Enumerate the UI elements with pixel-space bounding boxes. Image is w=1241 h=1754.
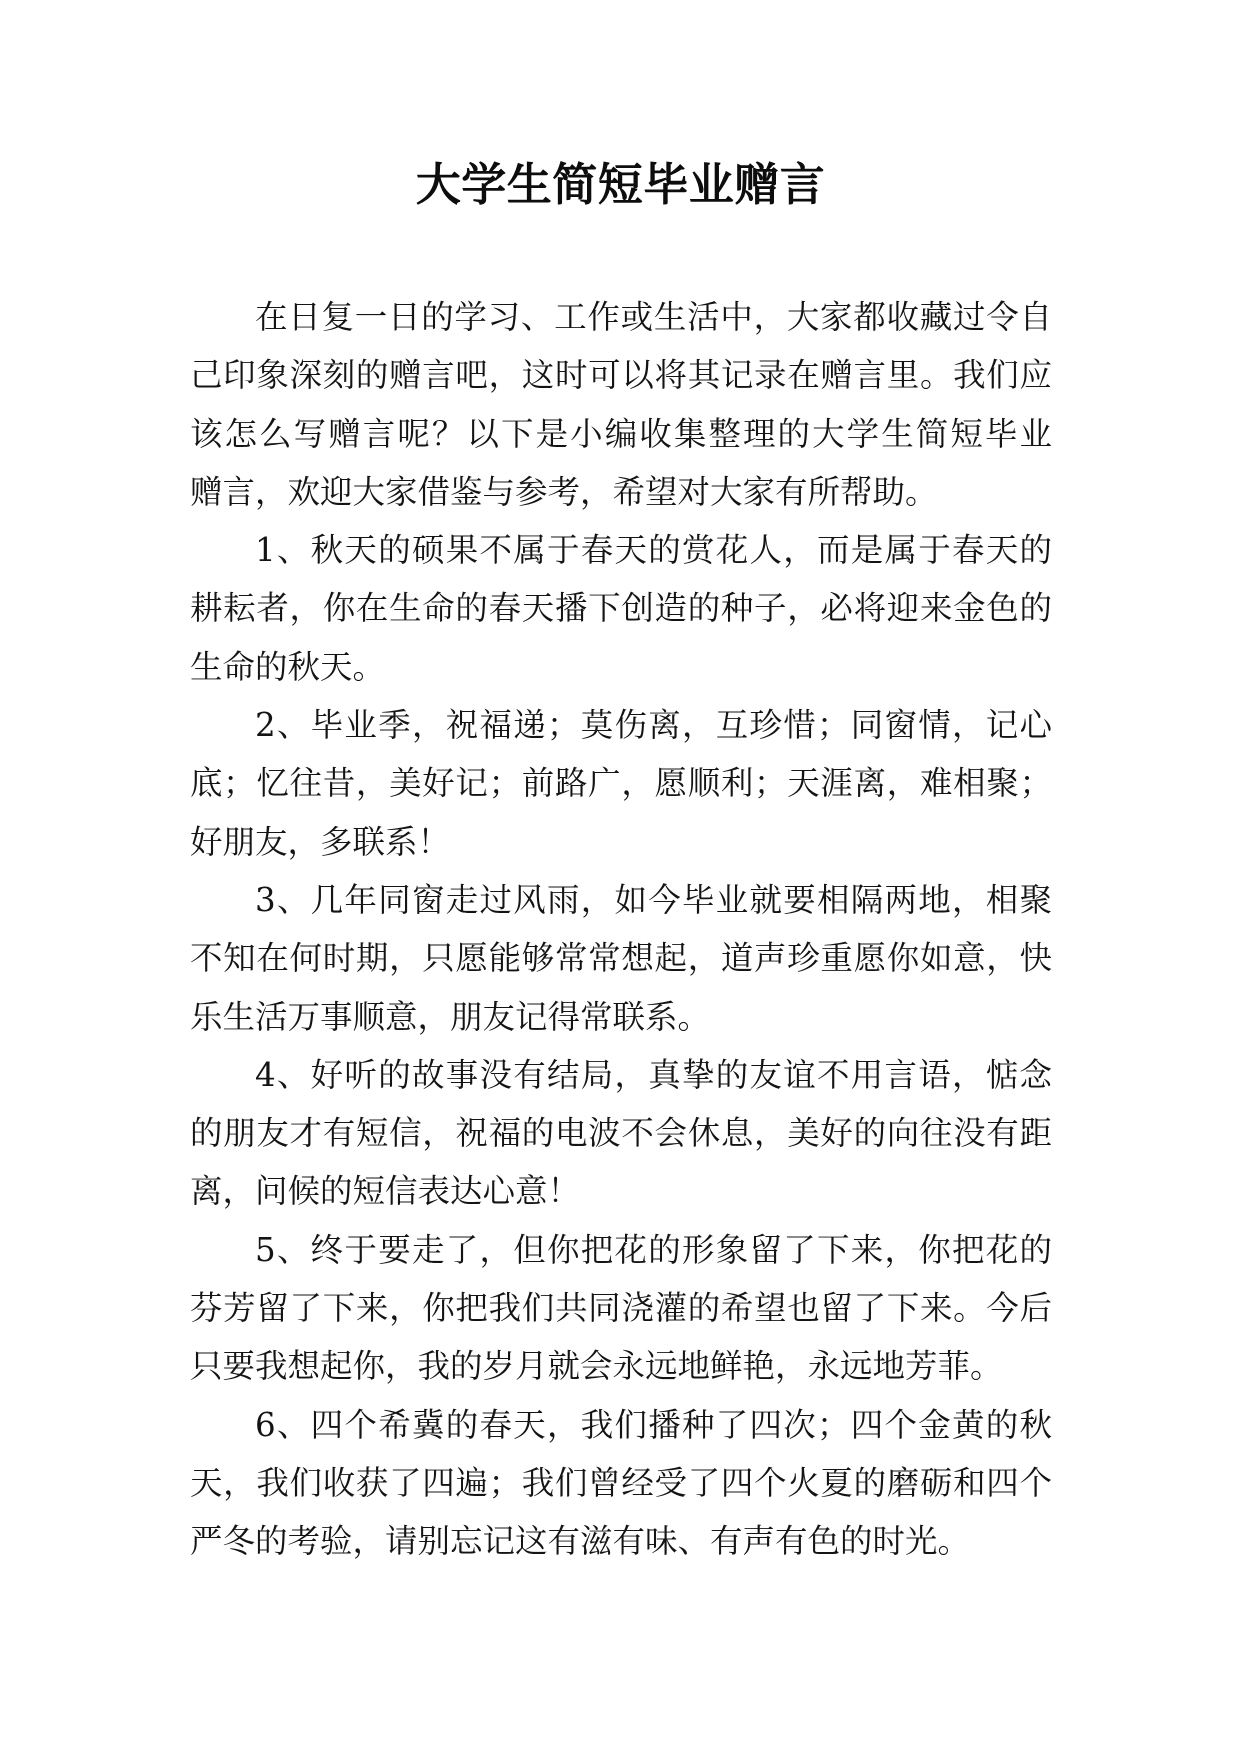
paragraph-item-1 [190,521,1052,696]
paragraph-item-4 [190,1046,1052,1221]
text-line: 3、几年同窗走过风雨，如今毕业就要相隔两地，相聚 [255,880,1052,919]
text-line: 己印象深刻的赠言吧，这时可以将其记录在赠言里。我们应 [190,356,1052,395]
text-line: 1、秋天的硕果不属于春天的赏花人，而是属于春天的 [255,531,1052,570]
text-line: 2、毕业季，祝福递；莫伤离，互珍惜；同窗情，记心 [255,706,1052,745]
text-line: 不知在何时期，只愿能够常常想起，道声珍重愿你如意，快 [190,939,1052,978]
text-line: 底；忆往昔，美好记；前路广，愿顺利；天涯离，难相聚； [190,764,1052,803]
text-line: 离，问候的短信表达心意！ [190,1172,581,1211]
text-line: 严冬的考验，请别忘记这有滋有味、有声有色的时光。 [190,1522,971,1561]
paragraph-item-3 [190,871,1052,1046]
text-line: 的朋友才有短信，祝福的电波不会休息，美好的向往没有距 [190,1114,1052,1153]
paragraph-item-5 [190,1221,1052,1396]
text-line: 该怎么写赠言呢？以下是小编收集整理的大学生简短毕业 [190,414,1052,453]
text-line: 好朋友，多联系！ [190,822,451,861]
paragraph-item-6 [190,1396,1052,1571]
text-line: 生命的秋天。 [190,647,386,686]
text-line: 天，我们收获了四遍；我们曾经受了四个火夏的磨砺和四个 [190,1463,1052,1502]
text-line: 芬芳留了下来，你把我们共同浇灌的希望也留了下来。今后 [190,1289,1052,1328]
document-body [190,288,1052,1571]
paragraph-intro [190,288,1052,521]
text-line: 赠言，欢迎大家借鉴与参考，希望对大家有所帮助。 [190,472,938,511]
text-line: 在日复一日的学习、工作或生活中，大家都收藏过令自 [255,298,1052,336]
paragraph-item-2 [190,696,1052,871]
text-line: 5、终于要走了，但你把花的形象留了下来，你把花的 [255,1230,1052,1269]
text-line: 6、四个希冀的春天，我们播种了四次；四个金黄的秋 [255,1405,1052,1444]
page-title: 大学生简短毕业赠言 [415,158,826,211]
text-line: 4、好听的故事没有结局，真挚的友谊不用言语，惦念 [255,1055,1052,1094]
text-line: 耕耘者，你在生命的春天播下创造的种子，必将迎来金色的 [190,589,1052,628]
text-line: 只要我想起你，我的岁月就会永远地鲜艳，永远地芳菲。 [190,1347,1003,1386]
text-line: 乐生活万事顺意，朋友记得常联系。 [190,997,711,1036]
